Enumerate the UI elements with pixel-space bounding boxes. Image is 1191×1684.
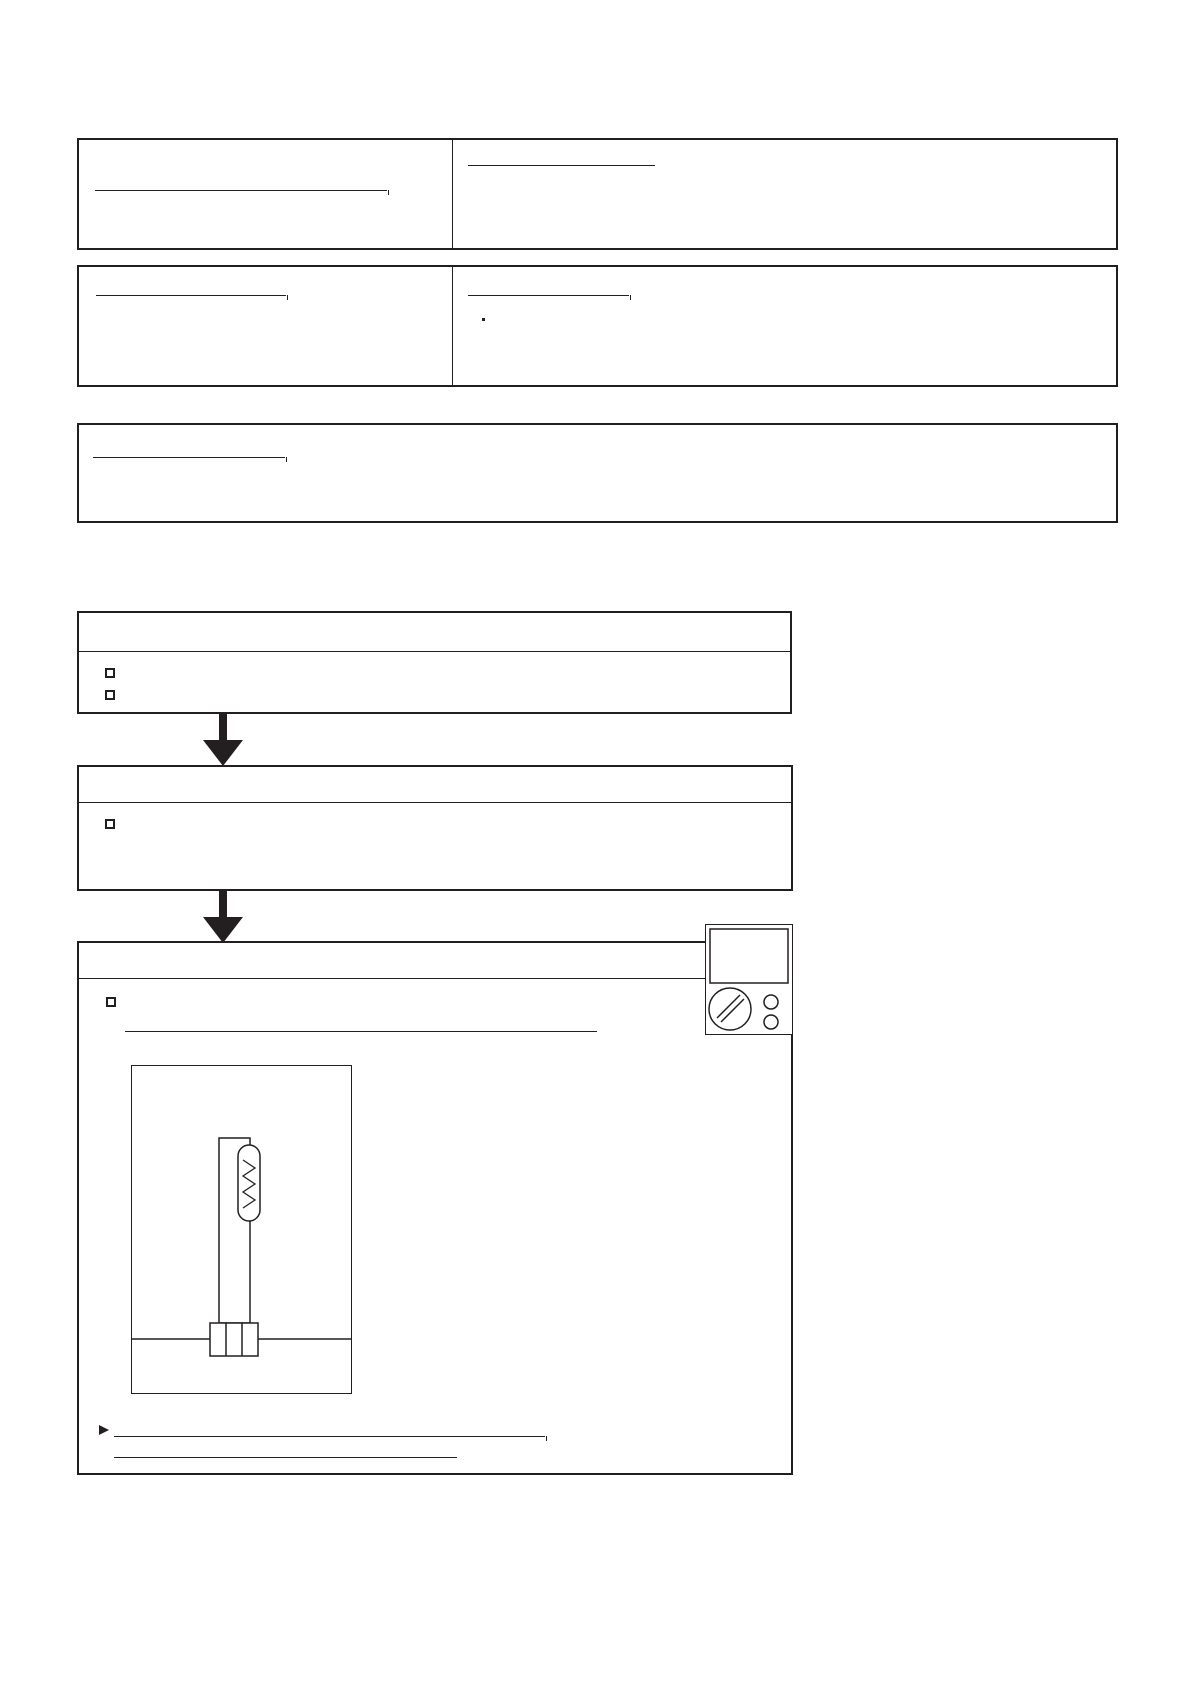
flow-step-3-note-1-underline	[114, 1436, 545, 1437]
flow-step-3-item-underline	[125, 1031, 597, 1032]
checkbox-icon[interactable]	[105, 690, 115, 700]
flow-step-1-header-rule	[79, 651, 790, 652]
info-box-2	[77, 265, 1118, 387]
info-box-1-divider	[452, 140, 453, 248]
flow-step-3	[77, 941, 793, 1475]
info-box-2-right-underline	[468, 295, 629, 296]
arrow-down-icon	[203, 714, 243, 766]
flow-step-2-header-rule	[79, 802, 791, 803]
flow-step-1	[77, 611, 792, 714]
info-box-3	[77, 423, 1118, 523]
info-box-1	[77, 138, 1118, 250]
arrow-down-icon	[203, 891, 243, 943]
flow-step-2	[77, 765, 793, 891]
sensor-illustration-frame	[131, 1065, 352, 1394]
checkbox-icon[interactable]	[106, 997, 116, 1007]
info-box-3-underline	[93, 457, 285, 458]
multimeter-icon	[705, 924, 793, 1035]
info-box-1-right-underline	[468, 165, 655, 166]
info-box-2-bullet	[482, 318, 485, 321]
info-box-2-divider	[452, 267, 453, 385]
triangle-pointer-icon	[99, 1425, 109, 1435]
flow-step-3-header-rule	[79, 978, 791, 979]
info-box-1-left-underline	[95, 190, 387, 191]
flow-step-3-note-2-underline	[114, 1457, 457, 1458]
info-box-2-left-underline	[96, 295, 286, 296]
sensor-connector-icon	[131, 1065, 352, 1394]
checkbox-icon[interactable]	[105, 668, 115, 678]
checkbox-icon[interactable]	[105, 819, 115, 829]
